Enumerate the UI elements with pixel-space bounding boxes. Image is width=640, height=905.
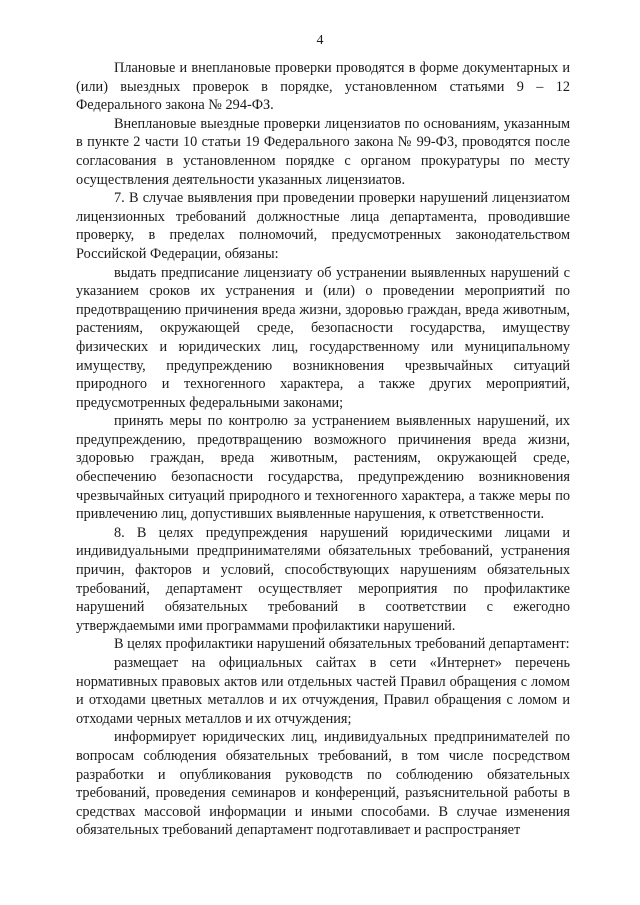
paragraph-take-measures: принять меры по контролю за устранением выявленных нарушений, их предупреждению, предотвращению возможного причинения вреда жизни, здоровью граждан, вреда животным, растениям, окружающей среде, обеспечению безопасности государства, предупреждению возникновения чрезвычайных ситуаций природного и техногенного характера, а также меры по привлечению лиц, допустивших выявленные нарушения, к ответственности. xyxy=(76,413,570,523)
paragraph-item-8: 8. В целях предупреждения нарушений юридическими лицами и индивидуальными предпринимателями обязательных требований, устранения причин, факторов и условий, способствующих нарушениям обязательных требований, департамент осуществляет мероприятия по профилактике нарушений обязательных требований в соответствии с ежегодно утверждаемыми ими программами профилактики нарушений. xyxy=(76,524,570,634)
paragraph-issue-order: выдать предписание лицензиату об устранении выявленных нарушений с указанием сроков их устранения и (или) о проведении мероприятий по предотвращению причинения вреда жизни, здоровью граждан, вреда животным, растениям, окружающей среде, безопасности государства, имуществу физических и юридических лиц, государственному или муниципальному имуществу, предупреждению возникновения чрезвычайных ситуаций природного и техногенного характера, а также других мероприятий, предусмотренных федеральными законами; xyxy=(76,264,570,411)
page-number: 4 xyxy=(316,33,324,48)
paragraph-informs: информирует юридических лиц, индивидуальных предпринимателей по вопросам соблюдения обязательных требований, в том числе посредством разработки и опубликования руководств по соблюдению обязательных требований, проведения семинаров и конференций, разъяснительной работы в средствах массовой информации и иными способами. В случае изменения обязательных требований департамент подготавливает и распространяет xyxy=(76,729,570,839)
paragraph-publishes: размещает на официальных сайтах в сети «Интернет» перечень нормативных правовых актов или отдельных частей Правил обращения с ломом и отходами цветных металлов и их отчуждения, Правил обращения с ломом и отходами черных металлов и их отчуждения; xyxy=(76,655,570,727)
paragraph-item-7: 7. В случае выявления при проведении проверки нарушений лицензиатом лицензионных требований должностные лица департамента, проводившие проверку, в пределах полномочий, предусмотренных законодательством Российской Федерации, обязаны: xyxy=(76,190,570,262)
paragraph-prevention-intro: В целях профилактики нарушений обязательных требований департамент: xyxy=(114,636,570,653)
paragraph-inspection-forms: Плановые и внеплановые проверки проводятся в форме документарных и (или) выездных проверок в порядке, установленном статьями 9 – 12 Федерального закона № 294-ФЗ. xyxy=(76,60,570,114)
paragraph-unscheduled-inspections: Внеплановые выездные проверки лицензиатов по основаниям, указанным в пункте 2 части 10 статьи 19 Федерального закона № 99-ФЗ, проводятся после согласования в установленном порядке с органом прокуратуры по месту осуществления деятельности указанных лицензиатов. xyxy=(76,115,570,188)
document-body xyxy=(76,59,570,840)
